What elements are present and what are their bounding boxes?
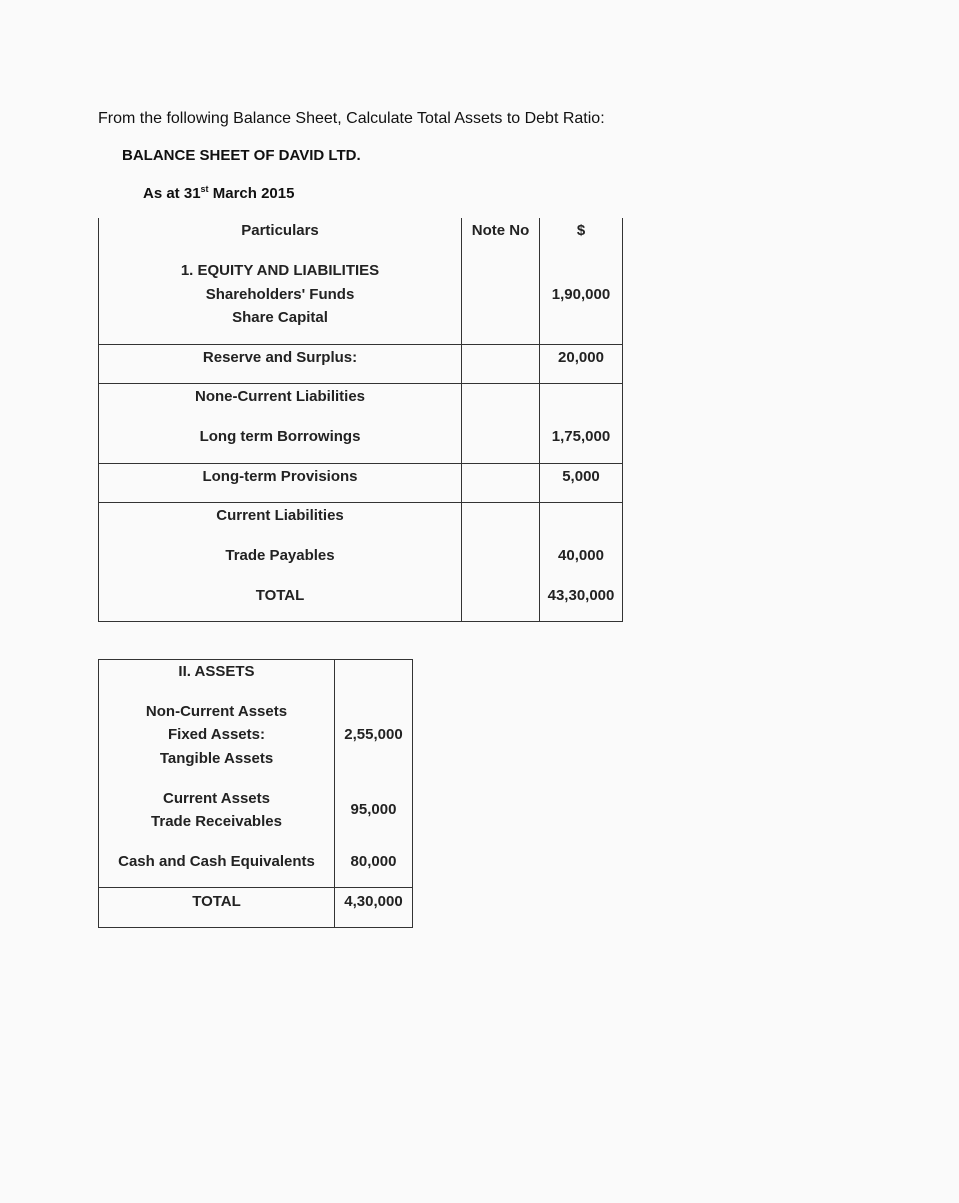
trade-payables-amount: 40,000 <box>558 547 604 564</box>
cash-equivalents: Cash and Cash Equivalents <box>118 853 315 870</box>
date-prefix: As at 31 <box>143 185 201 202</box>
sheet-date <box>143 184 294 202</box>
trade-receivables: Trade Receivables <box>151 813 282 830</box>
assets-heading: II. ASSETS <box>178 663 255 680</box>
fixed-assets: Fixed Assets: <box>168 726 265 743</box>
liab-row-line <box>98 502 623 503</box>
non-current-liabilities: None-Current Liabilities <box>194 388 366 405</box>
sheet-title: BALANCE SHEET OF DAVID LTD. <box>122 147 361 164</box>
header-particulars: Particulars <box>241 222 319 239</box>
equity-heading: 1. EQUITY AND LIABILITIES <box>180 262 380 279</box>
assets-right-border <box>412 659 413 928</box>
long-term-borrowings-amount: 1,75,000 <box>551 428 611 445</box>
current-assets: Current Assets <box>163 790 270 807</box>
non-current-assets: Non-Current Assets <box>145 703 288 720</box>
assets-total-amount: 4,30,000 <box>344 893 403 910</box>
tangible-assets-amount: 2,55,000 <box>344 726 403 743</box>
assets-bottom-border <box>98 927 413 928</box>
long-term-provisions: Long-term Provisions <box>202 468 358 485</box>
cash-equivalents-amount: 80,000 <box>350 853 397 870</box>
share-capital-amount: 1,90,000 <box>551 286 611 303</box>
liabilities-total-label: TOTAL <box>255 587 305 604</box>
header-note-no: Note No <box>471 222 530 239</box>
question-text: From the following Balance Sheet, Calculate Total Assets to Debt Ratio: <box>98 110 605 127</box>
reserve-surplus: Reserve and Surplus: <box>202 349 358 366</box>
shareholders-funds: Shareholders' Funds <box>205 286 355 303</box>
liab-divider-note <box>461 218 462 622</box>
share-capital: Share Capital <box>232 309 328 326</box>
assets-row-line <box>98 887 413 888</box>
header-amount: $ <box>576 222 586 239</box>
liabilities-total-amount: 43,30,000 <box>547 587 615 604</box>
reserve-surplus-amount: 20,000 <box>558 349 604 366</box>
liab-row-line <box>98 463 623 464</box>
liab-row-line <box>98 344 623 345</box>
tangible-assets: Tangible Assets <box>159 750 274 767</box>
liab-bottom-border <box>98 621 623 622</box>
current-liabilities: Current Liabilities <box>216 507 344 524</box>
trade-payables: Trade Payables <box>225 547 335 564</box>
long-term-borrowings: Long term Borrowings <box>199 428 361 445</box>
long-term-provisions-amount: 5,000 <box>562 468 600 485</box>
liab-right-border <box>622 218 623 622</box>
liab-row-line <box>98 383 623 384</box>
assets-divider <box>334 659 335 928</box>
date-suffix: March 2015 <box>208 185 295 202</box>
trade-receivables-amount: 95,000 <box>350 801 397 818</box>
assets-total-label: TOTAL <box>192 893 241 910</box>
date-sup: st <box>200 184 209 194</box>
